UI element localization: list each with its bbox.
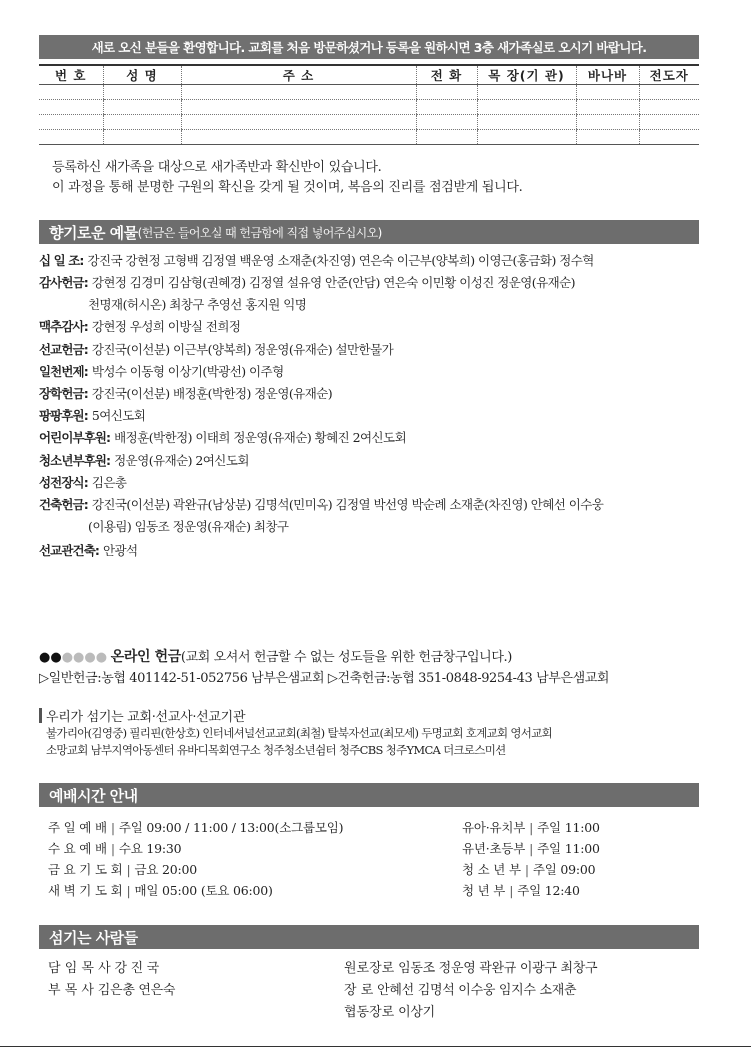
offering-label: 선교관건축: (39, 542, 99, 558)
offering-names: 강진국(이선분) 이근부(양복희) 정운영(유재순) 설만한물가 (91, 341, 394, 357)
staff-names: 안혜선 김명석 이수웅 임지수 소재춘 (377, 983, 577, 998)
table-row (39, 100, 699, 115)
list-item: 새 벽 기 도 회 | 매일 05:00 (토요 06:00) (48, 883, 273, 898)
offering-names: 배정훈(박한정) 이태희 정운영(유재순) 황혜진 2여신도회 (114, 430, 407, 446)
worship-schedule (39, 817, 709, 901)
list-item: 청 년 부 | 주일 12:40 (462, 883, 580, 898)
service-time: 주일 12:40 (517, 883, 580, 898)
offering-names: 강현정 우성희 이방실 전희정 (91, 319, 241, 335)
table-row (39, 115, 699, 130)
online-subtitle: (교회 오셔서 헌금할 수 없는 성도들을 위한 헌금창구입니다.) (180, 650, 512, 665)
list-item: 청 소 년 부 | 주일 09:00 (462, 862, 596, 877)
list-item (39, 362, 709, 381)
people-title: 섬기는 사람들 (49, 928, 138, 947)
offering-names: 안광석 (102, 542, 138, 558)
offering-label: 어린이부후원: (39, 430, 111, 446)
staff-names: 임동조 정운영 곽완규 이광구 최창구 (398, 961, 598, 976)
staff-list (39, 958, 709, 1024)
header-address: 주 소 (181, 65, 416, 85)
offering-label: 장학헌금: (39, 385, 88, 401)
list-item (39, 251, 709, 270)
list-item: 금 요 기 도 회 | 금요 20:00 (48, 862, 198, 877)
offering-header (39, 220, 699, 244)
offering-label: 선교헌금: (39, 341, 88, 357)
mission-section (39, 706, 709, 759)
table-row (39, 130, 699, 145)
service-time: 주일 11:00 (537, 841, 600, 856)
service-name: 수 요 예 배 (48, 841, 107, 856)
service-name: 청 년 부 (462, 883, 506, 898)
offering-subtitle: (헌금은 들어오실 때 헌금함에 직접 넣어주십시오) (137, 225, 382, 240)
offering-label: 감사헌금: (39, 275, 88, 291)
mission-line: 불가리아(김영중) 필리핀(한상호) 인터네셔널선교교회(최철) 탈북자선교(최모세) 두명교회 호계교회 영서교회 (46, 726, 553, 740)
notice-line: 등록하신 새가족을 대상으로 새가족반과 확신반이 있습니다. (52, 160, 382, 175)
service-time: 주일 11:00 (537, 820, 600, 835)
list-item (39, 473, 709, 492)
bank-accounts: ▷일반헌금:농협 401142-51-052756 남부은샘교회 ▷건축헌금:농협 351-0848-9254-43 남부은샘교회 (39, 671, 610, 686)
list-item (39, 406, 709, 425)
header-number: 번 호 (39, 65, 103, 85)
service-name: 청 소 년 부 (462, 862, 521, 877)
list-item (39, 541, 709, 560)
offering-list (39, 251, 709, 563)
list-item (344, 958, 597, 980)
worship-title: 예배시간 안내 (49, 786, 138, 805)
table-row (39, 85, 699, 100)
online-offering (39, 647, 709, 689)
list-item (48, 958, 344, 980)
list-item (39, 273, 709, 292)
offering-names: 강진국(이선분) 곽완규(남상분) 김명석(민미옥) 김정열 박선영 박순례 소재춘(차진영) 안혜선 이수웅 (91, 496, 604, 512)
header-evangelist: 전도자 (639, 65, 699, 85)
list-item (39, 495, 709, 514)
list-item: 수 요 예 배 | 수요 19:30 (48, 841, 182, 856)
offering-label: 성전장식: (39, 474, 88, 490)
mission-title: 우리가 섬기는 교회·선교사·선교기관 (46, 710, 246, 725)
new-family-notice (52, 158, 522, 198)
people-header (39, 925, 699, 949)
service-time: 주일 09:00 (532, 862, 596, 877)
list-item (39, 428, 709, 447)
list-item (344, 980, 597, 1002)
header-cell-group: 목 장(기 관) (477, 65, 576, 85)
header-name: 성 명 (103, 65, 181, 85)
offering-names: 5여신도회 (91, 408, 146, 424)
header-barnabas: 바나바 (576, 65, 639, 85)
staff-role: 담 임 목 사 (48, 961, 111, 976)
staff-names: 이상기 (398, 1005, 435, 1020)
mission-heading (39, 706, 709, 725)
staff-names: 김은총 연은숙 (97, 983, 176, 998)
list-item (39, 451, 709, 470)
offering-label: 건축헌금: (39, 496, 88, 512)
online-heading (39, 647, 709, 668)
staff-role: 장 로 (344, 983, 374, 998)
offering-names: 강진국 강현정 고형백 김정열 백운영 소재춘(차진영) 연은숙 이근부(양복희) 이영근(홍금화) 정수혁 (87, 253, 594, 268)
list-item (344, 1002, 597, 1024)
offering-names: 정운영(유재순) 2여신도회 (114, 452, 249, 468)
service-name: 유년·초등부 (462, 841, 526, 856)
mission-line: 소망교회 남부지역아동센터 유바디목회연구소 청주청소년쉼터 청주CBS 청주YMCA 더크로스미션 (46, 743, 506, 757)
offering-names: 강현정 김경미 김삼형(권혜경) 김정열 설유영 안준(안담) 연은숙 이민황 이성진 정운영(유재순) (91, 275, 576, 291)
dots-icon: ●●●●●● (39, 650, 108, 665)
service-name: 새 벽 기 도 회 (48, 883, 123, 898)
service-name: 금 요 기 도 회 (48, 862, 123, 877)
bar-icon (39, 708, 42, 723)
service-time: 수요 19:30 (118, 841, 182, 856)
worship-header (39, 783, 699, 807)
staff-role: 원로장로 (344, 961, 395, 976)
offering-title: 향기로운 예물 (49, 223, 138, 242)
staff-role: 부 목 사 (48, 983, 94, 998)
offering-names: 김은총 (91, 474, 127, 490)
welcome-banner: 새로 오신 분들을 환영합니다. 교회를 처음 방문하셨거나 등록을 원하시면 3층 새가족실로 오시기 바랍니다. (39, 35, 699, 59)
list-item (39, 340, 709, 359)
list-item: 주 일 예 배 | 주일 09:00 / 11:00 / 13:00(소그룹모임) (48, 820, 344, 835)
offering-names-cont: (이용림) 임동조 정운영(유재순) 최창구 (88, 518, 289, 534)
online-title: 온라인 헌금 (110, 649, 181, 665)
offering-label: 청소년부후원: (39, 452, 111, 468)
service-time: 주일 09:00 / 11:00 / 13:00(소그룹모임) (118, 820, 344, 835)
notice-line: 이 과정을 통해 분명한 구원의 확신을 갖게 될 것이며, 복음의 진리를 점검받게 됩니다. (52, 180, 523, 195)
service-name: 유아·유치부 (462, 820, 526, 835)
registration-table (39, 64, 699, 145)
list-item (48, 980, 344, 1002)
list-item: 유아·유치부 | 주일 11:00 (462, 820, 600, 835)
offering-label: 일천번제: (39, 363, 88, 379)
bottom-divider (0, 1046, 751, 1047)
staff-role: 협동장로 (344, 1005, 395, 1020)
offering-names: 박성수 이동형 이상기(박광선) 이주형 (91, 363, 284, 379)
list-item: 유년·초등부 | 주일 11:00 (462, 841, 600, 856)
offering-label: 팡팡후원: (39, 408, 88, 424)
offering-names-cont: 천명재(허시온) 최창구 추영선 홍지원 익명 (88, 297, 307, 313)
offering-label: 맥추감사: (39, 319, 88, 335)
list-item (39, 317, 709, 336)
service-time: 금요 20:00 (134, 862, 198, 877)
list-item (39, 384, 709, 403)
offering-names: 강진국(이선분) 배정훈(박한정) 정운영(유재순) (91, 385, 333, 401)
service-name: 주 일 예 배 (48, 820, 107, 835)
service-time: 매일 05:00 (토요 06:00) (134, 883, 273, 898)
header-phone: 전 화 (416, 65, 477, 85)
offering-label: 십 일 조: (39, 253, 84, 268)
staff-names: 강 진 국 (114, 961, 159, 976)
